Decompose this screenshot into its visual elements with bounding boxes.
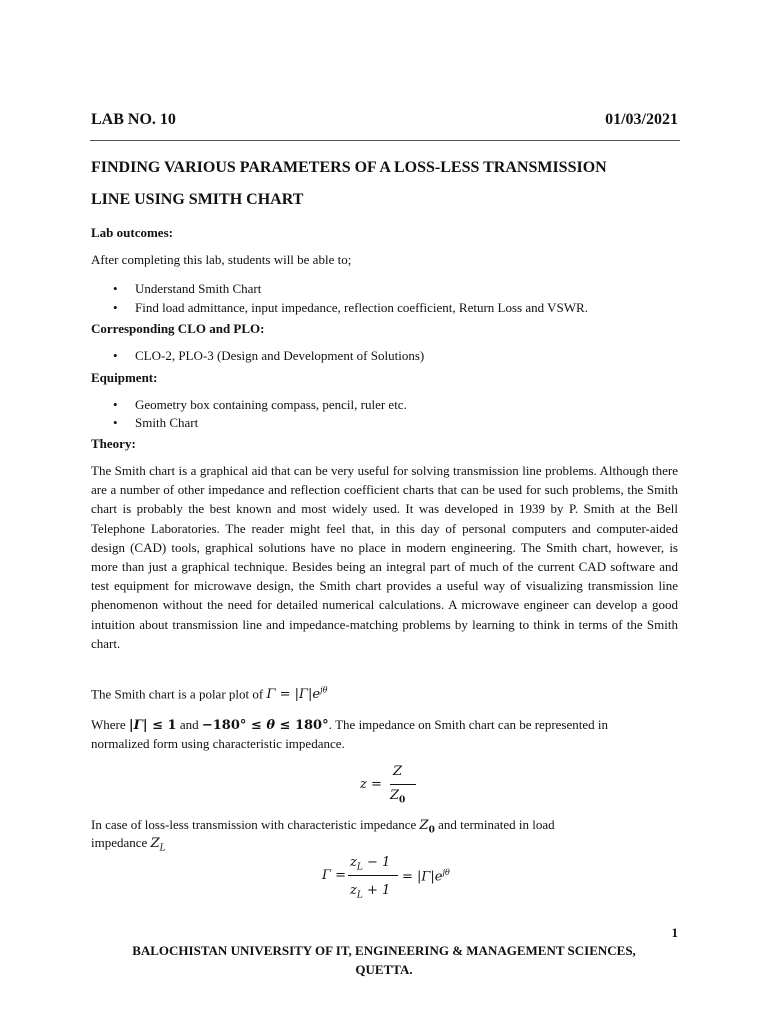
header-rule: [90, 140, 680, 141]
footer-line-2: QUETTA.: [355, 962, 413, 977]
lab-outcomes-intro: After completing this lab, students will be able to;: [91, 252, 352, 267]
theta-range-condition: −180° ≤ θ ≤ 180°: [201, 718, 329, 733]
reflection-coefficient-equation: Γ = $z_L - 1$ $z_L + 1$ = $|\Gamma|e^{j\theta}$: [322, 855, 450, 901]
bullet-icon: •: [113, 300, 118, 315]
list-item: • Smith Chart: [113, 415, 199, 430]
bullet-icon: •: [113, 415, 118, 430]
equipment-heading: Equipment:: [91, 370, 158, 385]
zl-symbol: $Z_L$: [150, 836, 166, 854]
gamma-magnitude-condition: |Γ| ≤ 1: [128, 718, 177, 733]
lab-outcomes-heading: Lab outcomes:: [91, 225, 173, 240]
polar-plot-line: The Smith chart is a polar plot of $\Gamma = |\Gamma|e^{j\theta}$: [91, 686, 328, 703]
lab-date: 01/03/2021: [605, 111, 678, 128]
footer-line-1: BALOCHISTAN UNIVERSITY OF IT, ENGINEERING & MANAGEMENT SCIENCES,: [132, 943, 636, 958]
clo-plo-heading: Corresponding CLO and PLO:: [91, 321, 265, 336]
list-item: • Find load admittance, input impedance, reflection coefficient, Return Loss and VSWR.: [113, 300, 588, 315]
bullet-icon: •: [113, 348, 118, 363]
title-line-2: LINE USING SMITH CHART: [91, 191, 304, 208]
bullet-icon: •: [113, 281, 118, 296]
normalized-impedance-equation: z = Z $Z_0$: [360, 764, 430, 808]
theory-paragraph: The Smith chart is a graphical aid that can be very useful for solving transmission line problems. Although there are a number of other impedance and reflection coefficient charts that can be used for such problems, the Smith chart is probably the best known and most widely used. It was developed in 1939 by P. Smith at the Bell Telephone Laboratories. The reader might feel that, in this day of personal computers and computer-aided design (CAD) tools, graphical solutions have no place in modern engineering. The Smith chart, however, is more than just a graphical technique. Besides being an integral part of much of the current CAD software and test equipment for microwave design, the Smith chart provides a useful way of visualizing transmission line phenomenon without the need for detailed numerical calculations. A microwave engineer can develop a good intuition about transmission line and impedance-matching problems by learning to think in terms of the Smith chart.: [91, 463, 678, 651]
theory-heading: Theory:: [91, 436, 136, 451]
case-line-2: impedance $Z_L$: [91, 835, 166, 854]
where-line-2: normalized form using characteristic impedance.: [91, 736, 345, 751]
z0-symbol: $Z_0$: [419, 818, 435, 836]
case-line: In case of loss-less transmission with characteristic impedance $Z_0$ and terminated in load: [91, 817, 555, 836]
title-line-1: FINDING VARIOUS PARAMETERS OF A LOSS-LESS TRANSMISSION: [91, 159, 607, 176]
lab-number: LAB NO. 10: [91, 111, 176, 128]
page-number: 1: [671, 925, 678, 940]
bullet-icon: •: [113, 397, 118, 412]
list-item: • Understand Smith Chart: [113, 281, 262, 296]
where-line: Where |Γ| ≤ 1 and −180° ≤ θ ≤ 180°. The impedance on Smith chart can be represented in: [91, 717, 609, 733]
list-item: • Geometry box containing compass, pencil, ruler etc.: [113, 397, 407, 412]
list-item: • CLO-2, PLO-3 (Design and Development of Solutions): [113, 348, 425, 363]
gamma-polar-equation: $\Gamma = |\Gamma|e^{j\theta}$: [266, 686, 328, 703]
